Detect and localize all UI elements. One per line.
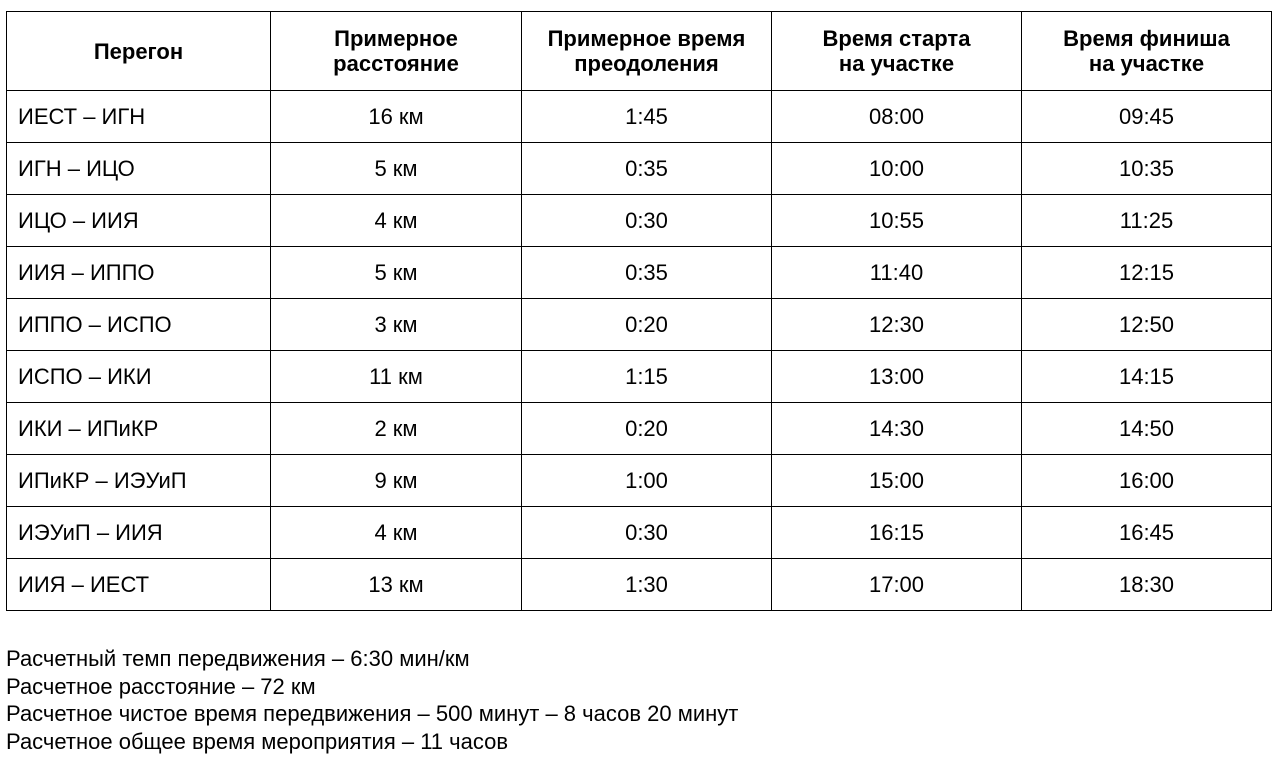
table-row [7,403,1272,455]
cell-finish-time: 10:35 [1022,143,1272,195]
cell-segment: ИИЯ – ИППО [7,247,271,299]
header-duration [522,12,772,91]
cell-distance: 11 км [271,351,522,403]
table-row [7,351,1272,403]
cell-segment: ИСПО – ИКИ [7,351,271,403]
cell-distance: 13 км [271,559,522,611]
header-start-time [772,12,1022,91]
cell-start-time: 13:00 [772,351,1022,403]
cell-start-time: 08:00 [772,91,1022,143]
cell-finish-time: 11:25 [1022,195,1272,247]
cell-distance: 2 км [271,403,522,455]
cell-distance: 3 км [271,299,522,351]
cell-start-time: 10:55 [772,195,1022,247]
note-distance: Расчетное расстояние – 72 км [6,673,316,699]
cell-distance: 16 км [271,91,522,143]
summary-notes [6,645,738,755]
cell-segment: ИИЯ – ИЕСТ [7,559,271,611]
cell-start-time: 17:00 [772,559,1022,611]
cell-finish-time: 14:15 [1022,351,1272,403]
cell-start-time: 14:30 [772,403,1022,455]
table-row [7,559,1272,611]
cell-duration: 1:30 [522,559,772,611]
cell-segment: ИГН – ИЦО [7,143,271,195]
cell-duration: 0:35 [522,143,772,195]
note-pace: Расчетный темп передвижения – 6:30 мин/км [6,646,470,671]
cell-finish-time: 09:45 [1022,91,1272,143]
header-distance [271,12,522,91]
header-finish-time-label: Время финиша на участке [1063,26,1230,76]
cell-segment: ИППО – ИСПО [7,299,271,351]
header-finish-time [1022,12,1272,91]
table-row [7,91,1272,143]
table-row [7,143,1272,195]
cell-segment: ИЭУиП – ИИЯ [7,507,271,559]
table-row [7,507,1272,559]
cell-finish-time: 16:45 [1022,507,1272,559]
table-row [7,195,1272,247]
cell-duration: 1:45 [522,91,772,143]
cell-duration: 0:30 [522,507,772,559]
cell-segment: ИПиКР – ИЭУиП [7,455,271,507]
table-row [7,247,1272,299]
table-header [7,12,1272,91]
cell-distance: 9 км [271,455,522,507]
table-body [7,91,1272,611]
cell-distance: 4 км [271,507,522,559]
cell-segment: ИЕСТ – ИГН [7,91,271,143]
table-row [7,455,1272,507]
cell-segment: ИКИ – ИПиКР [7,403,271,455]
cell-duration: 1:00 [522,455,772,507]
note-total-time: Расчетное общее время мероприятия – 11 часов [6,728,509,754]
schedule-table [6,11,1272,611]
cell-start-time: 12:30 [772,299,1022,351]
table-row [7,299,1272,351]
cell-finish-time: 14:50 [1022,403,1272,455]
header-distance-label: Примерное расстояние [333,26,459,76]
cell-finish-time: 12:50 [1022,299,1272,351]
cell-start-time: 16:15 [772,507,1022,559]
cell-duration: 0:20 [522,403,772,455]
cell-duration: 0:20 [522,299,772,351]
note-net-time: Расчетное чистое время передвижения – 500 минут – 8 часов 20 минут [6,701,739,726]
cell-finish-time: 18:30 [1022,559,1272,611]
cell-distance: 5 км [271,143,522,195]
cell-start-time: 11:40 [772,247,1022,299]
cell-duration: 0:35 [522,247,772,299]
cell-duration: 1:15 [522,351,772,403]
cell-start-time: 15:00 [772,455,1022,507]
header-start-time-label: Время старта на участке [822,26,971,76]
cell-distance: 5 км [271,247,522,299]
cell-finish-time: 16:00 [1022,455,1272,507]
cell-finish-time: 12:15 [1022,247,1272,299]
cell-segment: ИЦО – ИИЯ [7,195,271,247]
header-segment: Перегон [7,12,271,91]
cell-start-time: 10:00 [772,143,1022,195]
header-duration-label: Примерное время преодоления [547,26,746,76]
header-row [7,12,1272,91]
cell-duration: 0:30 [522,195,772,247]
cell-distance: 4 км [271,195,522,247]
